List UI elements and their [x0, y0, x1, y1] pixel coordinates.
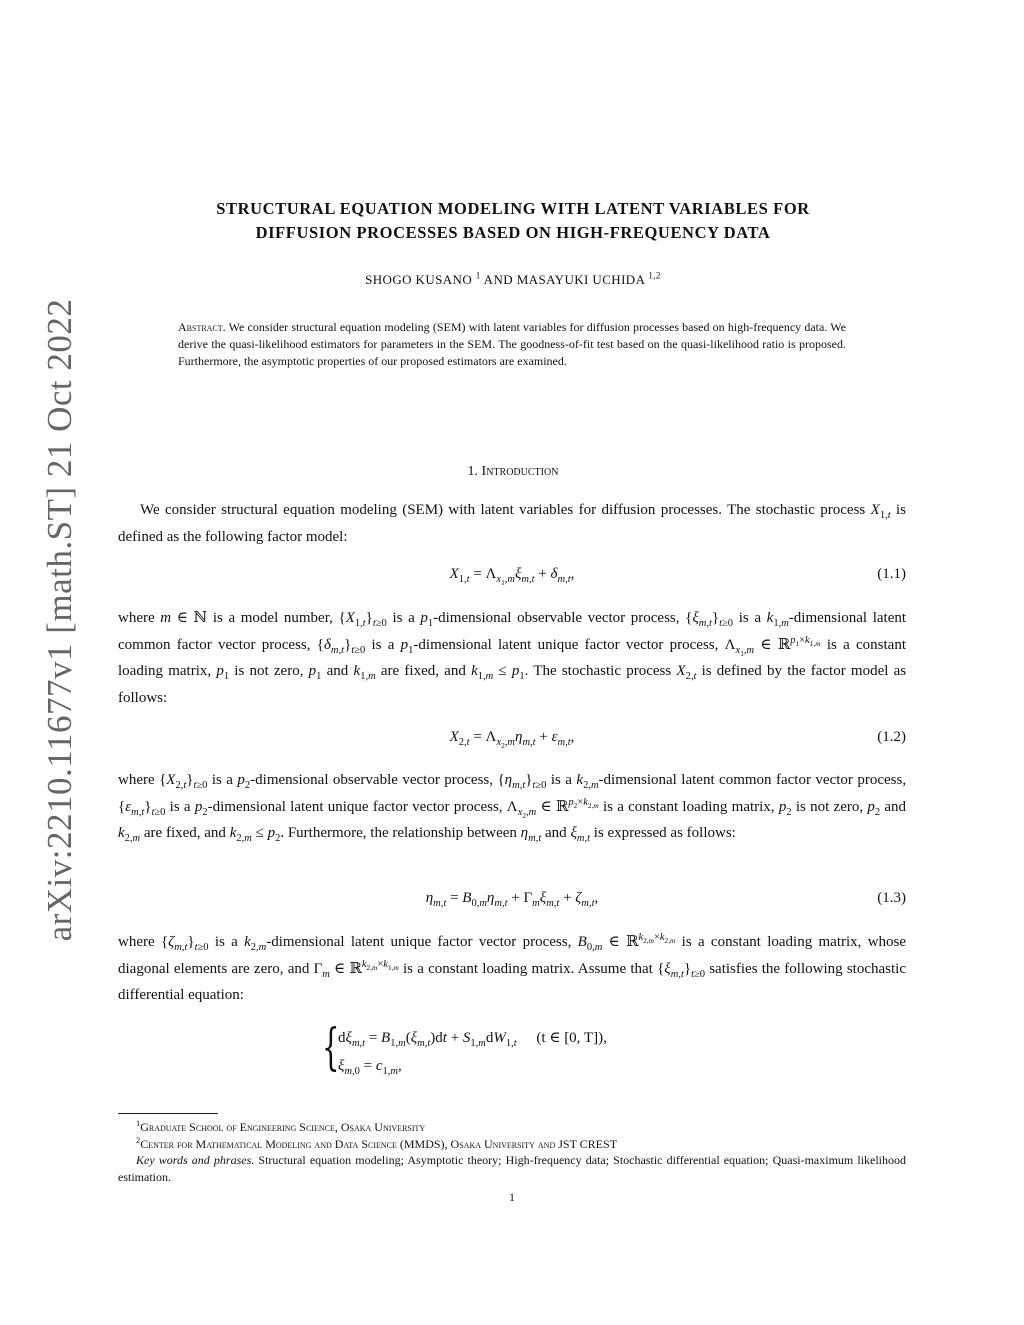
- title-line-2: DIFFUSION PROCESSES BASED ON HIGH-FREQUENCY DATA: [255, 223, 771, 242]
- author-2-affil: 1,2: [648, 270, 661, 281]
- paragraph-model-3: where $\{\zeta_{m,t}\}_{t\ge 0}$ is a $k_{2,m}$-dimensional latent unique factor vector process, $B_{0,m}$ ∈ ℝ$^{k_{2,m}\times k_{2,m}}$ is a constant loading matrix, whose diagonal elements are zero, and $\Gamma_m$ ∈ ℝ$^{k_{2,m}\times k_{1,m}}$ is a constant loading matrix. Assume that $\{\xi_{m,t}\}_{t\ge 0}$ satisfies the following stochastic differential equation:: [118, 932, 907, 1003]
- author-1: SHOGO KUSANO: [365, 272, 473, 287]
- keywords: Key words and phrases. Structural equation modeling; Asymptotic theory; High-frequency data; Stochastic differential equation; Quasi-maximum likelihood estimation.: [118, 1153, 907, 1184]
- paper-title: [120, 197, 906, 245]
- section-title: Introduction: [481, 464, 559, 479]
- footnote-1: $^1$Graduate School of Engineering Science, Osaka University: [136, 1119, 426, 1134]
- equation-number: (1.1): [877, 566, 906, 582]
- equation-number: (1.3): [877, 890, 906, 906]
- page-number: 1: [509, 1190, 515, 1204]
- author-conj: AND: [483, 272, 514, 287]
- abstract-text: We consider structural equation modeling (SEM) with latent variables for diffusion processes based on high-frequency data. We derive the quasi-likelihood estimators for parameters in the SEM. The goodness-of-fit test based on the quasi-likelihood ratio is proposed. Furthermore, the asymptotic properties of our proposed estimators are examined.: [178, 320, 846, 368]
- section-heading: [120, 464, 906, 480]
- equation-number: (1.2): [877, 729, 906, 745]
- paragraph-model-1: where m ∈ ℕ is a model number, $\{X_{1,t}\}_{t\ge 0}$ is a $p_1$-dimensional observable vector process, $\{\xi_{m,t}\}_{t\ge 0}$ is a $k_{1,m}$-dimensional latent common factor vector process, $\{\delta_{m,t}\}_{t\ge 0}$ is a $p_1$-dimensional latent unique factor vector process, $\Lambda_{x_1,m}$ ∈ ℝ$^{p_1\times k_{1,m}}$ is a constant loading matrix, $p_1$ is not zero, $p_1$ and $k_{1,m}$ are fixed, and $k_{1,m} \le p_1$. The stochastic process $X_{2,t}$ is defined by the factor model as follows:: [118, 610, 907, 706]
- footnotes: [118, 1119, 906, 1185]
- footnote-2: $^2$Center for Mathematical Modeling and Data Science (MMDS), Osaka University and JST CREST: [136, 1135, 618, 1151]
- abstract: [178, 319, 846, 370]
- arxiv-side-stamp: arXiv:2210.11677v1 [math.ST] 21 Oct 2022: [40, 298, 79, 942]
- sde-line-1: $d\xi_{m,t} = B_{1,m}(\xi_{m,t})dt + S_{1,m}dW_{1,t}$ (t ∈ [0, T]),: [338, 1030, 607, 1049]
- paragraph-model-2: where $\{X_{2,t}\}_{t\ge 0}$ is a $p_2$-dimensional observable vector process, $\{\eta_{m,t}\}_{t\ge 0}$ is a $k_{2,m}$-dimensional latent common factor vector process, $\{\varepsilon_{m,t}\}_{t\ge 0}$ is a $p_2$-dimensional latent unique factor vector process, $\Lambda_{x_2,m}$ ∈ ℝ$^{p_2\times k_{2,m}}$ is a constant loading matrix, $p_2$ is not zero, $p_2$ and $k_{2,m}$ are fixed, and $k_{2,m} \le p_2$. Furthermore, the relationship between $\eta_{m,t}$ and $\xi_{m,t}$ is expressed as follows:: [118, 772, 907, 844]
- paragraph-intro: We consider structural equation modeling (SEM) with latent variables for diffusion processes. The stochastic process $X_{1,t}$ is defined as the following factor model:: [118, 502, 907, 545]
- abstract-label: Abstract.: [178, 320, 226, 334]
- left-brace: {: [322, 1018, 340, 1076]
- footnote-rule: [118, 1113, 218, 1114]
- author-2: MASAYUKI UCHIDA: [516, 272, 645, 287]
- author-1-affil: 1: [475, 270, 481, 281]
- sde-line-2: $\xi_{m,0} = c_{1,m}$,: [338, 1058, 402, 1077]
- section-number: 1.: [467, 464, 479, 479]
- authors: [120, 272, 906, 288]
- title-line-1: STRUCTURAL EQUATION MODELING WITH LATENT VARIABLES FOR: [216, 199, 810, 218]
